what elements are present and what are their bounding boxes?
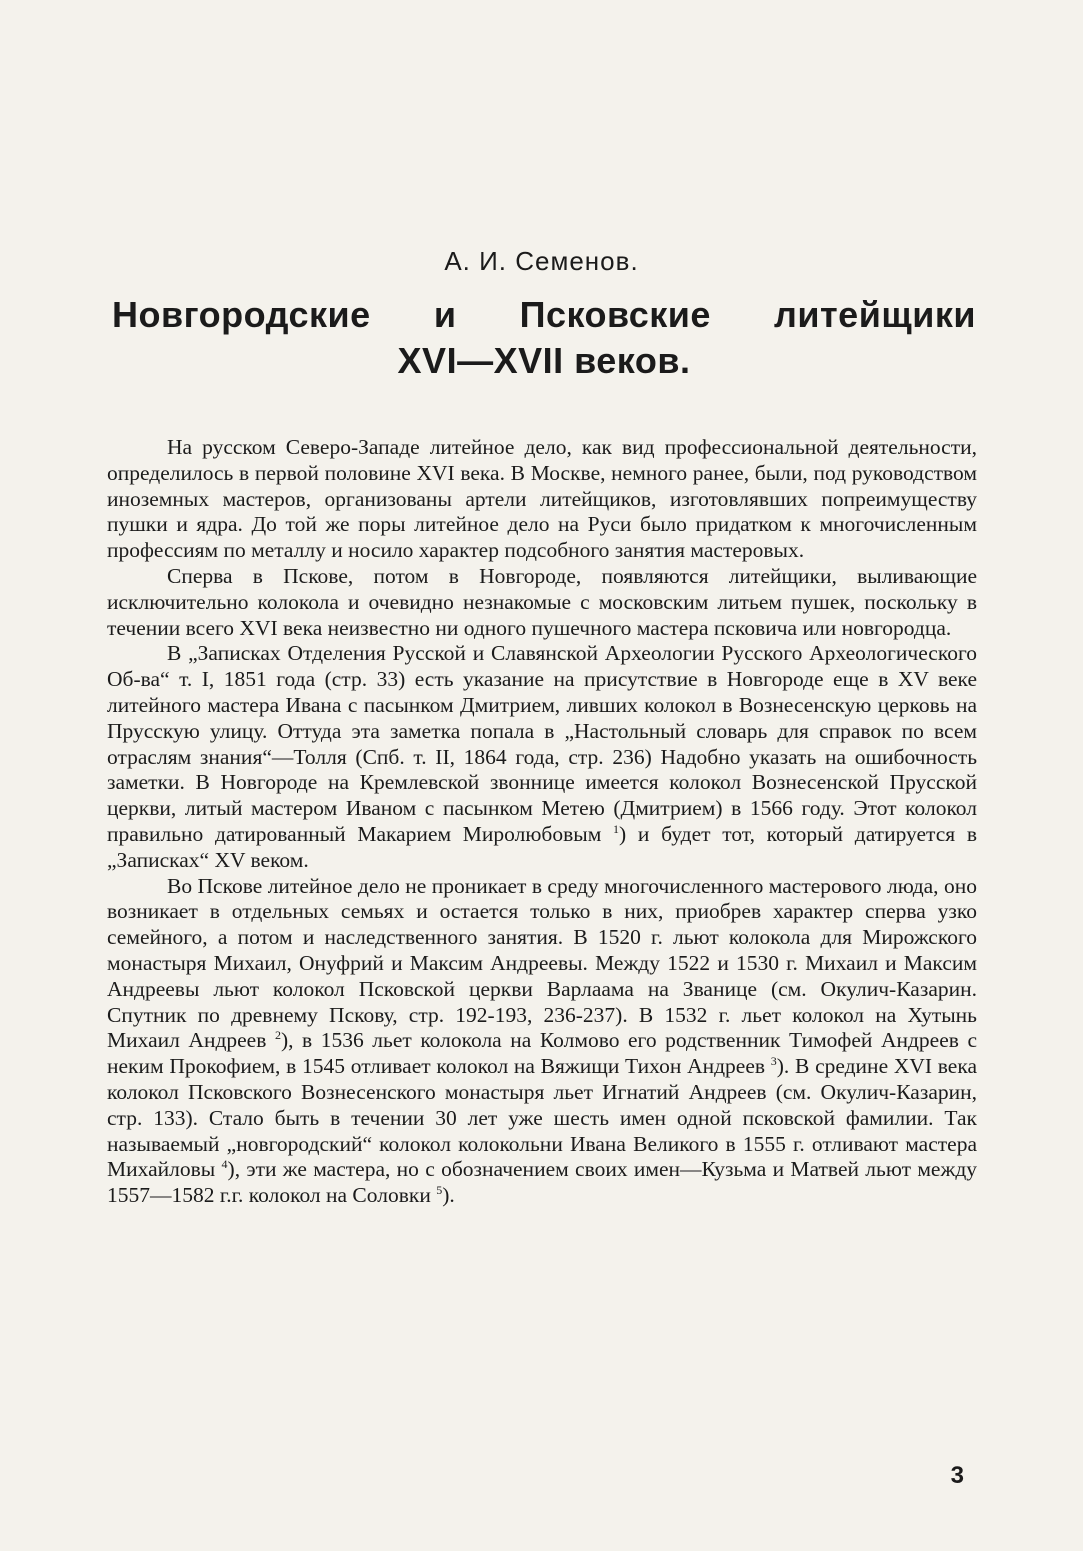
paragraph-text: ) и будет тот, который датируется в „Записках“ XV веком. — [107, 821, 978, 872]
paragraph-text: ), в 1536 льет колокола на Колмово его родственник Тимофей Андреев с неким Прокофием, в 1545 отливает колокол на Вяжищи Тихон Андреев — [107, 1028, 978, 1079]
article-body — [107, 435, 977, 1209]
paragraph-2 — [107, 564, 977, 641]
paragraph-4 — [107, 874, 977, 1209]
paragraph-1 — [107, 435, 977, 564]
footnote-mark: 5 — [436, 1182, 443, 1197]
paragraph-text: ). — [442, 1183, 455, 1208]
footnote-mark: 2 — [274, 1028, 281, 1043]
footnote-mark: 1 — [613, 821, 620, 836]
paragraph-text: ). В средине XVI века колокол Псковского Вознесенского монастыря льет Игнатий Андреев (см. Окулич-Казарин, стр. 133). Стало быть в течении 30 лет уже шесть имен одной псковской фамилии. Так называемый „новгородский“ колокол колокольни Ивана Великого в 1555 г. отливают мастера Михайловы — [107, 1054, 977, 1182]
paragraph-text: ), эти же мастера, но с обозначением своих имен—Кузьма и Матвей льют между 1557—1582 г.г. колокол на Соловки — [107, 1157, 978, 1208]
paragraph-text: Сперва в Пскове, потом в Новгороде, появляются литейщики, выливающие исключительно колокола и очевидно незнакомые с московским литьем пушек, поскольку в течении всего XVI века неизвестно ни одного пушечного мастера псковича или новгородца. — [107, 563, 977, 640]
article-title — [112, 292, 976, 384]
footnote-mark: 3 — [770, 1053, 777, 1068]
paragraph-3 — [107, 641, 977, 873]
title-line-2: XVI—XVII веков. — [397, 340, 691, 381]
page-number: 3 — [950, 1462, 964, 1489]
author-name: А. И. Семенов. — [444, 246, 639, 276]
paragraph-text: В „Записках Отделения Русской и Славянской Археологии Русского Археологического Об-ва“ т. I, 1851 года (стр. 33) есть указание на присутствие в Новгороде еще в XV веке литейного мастера Ивана с пасынком Дмитрием, ливших колокол в Вознесенскую церковь на Прусскую улицу. Оттуда эта заметка попала в „Настольный словарь для справок по всем отраслям знания“—Толля (Спб. т. II, 1864 года, стр. 236) Надобно указать на ошибочность заметки. В Новгороде на Кремлевской звоннице имеется колокол Вознесенской Прусской церкви, литый мастером Иваном с пасынком Метею (Дмитрием) в 1566 году. Этот колокол правильно датированный Макарием Миролюбовым — [107, 641, 977, 846]
paragraph-text: На русском Северо-Западе литейное дело, как вид профессиональной деятельности, определилось в первой половине XVI века. В Москве, немного ранее, были, под руководством иноземных мастеров, организованы артели литейщиков, изготовлявших попреимуществу пушки и ядра. До той же поры литейное дело на Руси было придатком к многочисленным профессиям по металлу и носило характер подсобного занятия мастеровых. — [107, 435, 977, 563]
footnote-mark: 4 — [221, 1157, 228, 1172]
paragraph-text: Во Пскове литейное дело не проникает в среду многочисленного мастерового люда, оно возникает в отдельных семьях и остается только в них, приобрев характер сперва узко семейного, а потом и наследственного занятия. В 1520 г. льют колокола для Мирожского монастыря Михаил, Онуфрий и Максим Андреевы. Между 1522 и 1530 г. Михаил и Максим Андреевы льют колокол Псковской церкви Варлаама на Званице (см. Окулич-Казарин. Спутник по древнему Пскову, стр. 192-193, 236-237). В 1532 г. льет колокол на Хутынь Михаил Андреев — [107, 873, 977, 1053]
title-line-1: Новгородские и Псковские литейщики — [112, 294, 976, 335]
